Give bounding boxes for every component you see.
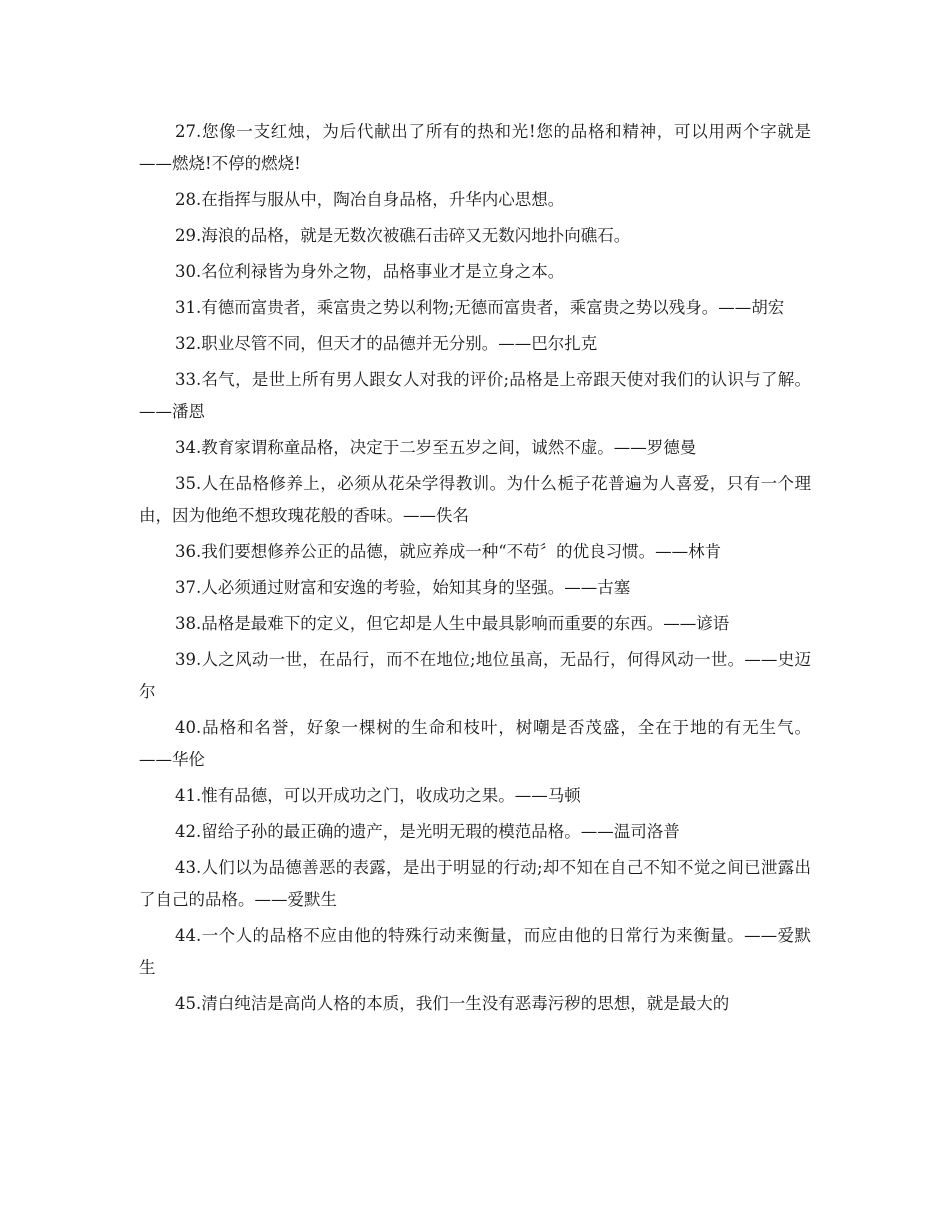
paragraph-33: 33.名气，是世上所有男人跟女人对我的评价;品格是上帝跟天使对我们的认识与了解。——潘恩 (139, 370, 811, 421)
paragraph-45: 45.清白纯洁是高尚人格的本质，我们一生没有恶毒污秽的思想，就是最大的 (175, 994, 730, 1013)
paragraph-43: 43.人们以为品德善恶的表露，是出于明显的行动;却不知在自己不知不觉之间已泄露出了自己的品格。——爱默生 (139, 858, 811, 909)
paragraph-39: 39.人之风动一世，在品行，而不在地位;地位虽高，无品行，何得风动一世。——史迈尔 (139, 650, 811, 701)
paragraph-44: 44.一个人的品格不应由他的特殊行动来衡量，而应由他的日常行为来衡量。——爱默生 (139, 926, 811, 977)
paragraph-31: 31.有德而富贵者，乘富贵之势以利物;无德而富贵者，乘富贵之势以残身。——胡宏 (175, 298, 785, 317)
document-body (139, 116, 811, 1024)
paragraph-27: 27.您像一支红烛，为后代献出了所有的热和光!您的品格和精神，可以用两个字就是——燃烧!不停的燃烧! (139, 122, 811, 173)
paragraph-42: 42.留给子孙的最正确的遗产，是光明无瑕的模范品格。——温司洛普 (175, 822, 680, 841)
paragraph-32: 32.职业尽管不同，但天才的品德并无分别。——巴尔扎克 (175, 334, 598, 353)
paragraph-36: 36.我们要想修养公正的品德，就应养成一种“不苟〞的优良习惯。——林肯 (175, 542, 722, 561)
paragraph-34: 34.教育家谓称童品格，决定于二岁至五岁之间，诚然不虚。——罗德曼 (175, 438, 697, 457)
paragraph-38: 38.品格是最难下的定义，但它却是人生中最具影响而重要的东西。——谚语 (175, 614, 730, 633)
paragraph-41: 41.惟有品德，可以开成功之门，收成功之果。——马顿 (175, 786, 581, 805)
paragraph-30: 30.名位利禄皆为身外之物，品格事业才是立身之本。 (175, 262, 565, 281)
paragraph-37: 37.人必须通过财富和安逸的考验，始知其身的坚强。——古塞 (175, 578, 631, 597)
paragraph-28: 28.在指挥与服从中，陶冶自身品格，升华内心思想。 (175, 190, 565, 209)
paragraph-35: 35.人在品格修养上，必须从花朵学得教训。为什么栀子花普遍为人喜爱，只有一个理由，因为他绝不想玫瑰花般的香味。——佚名 (139, 474, 811, 525)
paragraph-29: 29.海浪的品格，就是无数次被礁石击碎又无数闪地扑向礁石。 (175, 226, 631, 245)
paragraph-40: 40.品格和名誉，好象一棵树的生命和枝叶，树嘲是否茂盛，全在于地的有无生气。——华伦 (139, 718, 811, 769)
